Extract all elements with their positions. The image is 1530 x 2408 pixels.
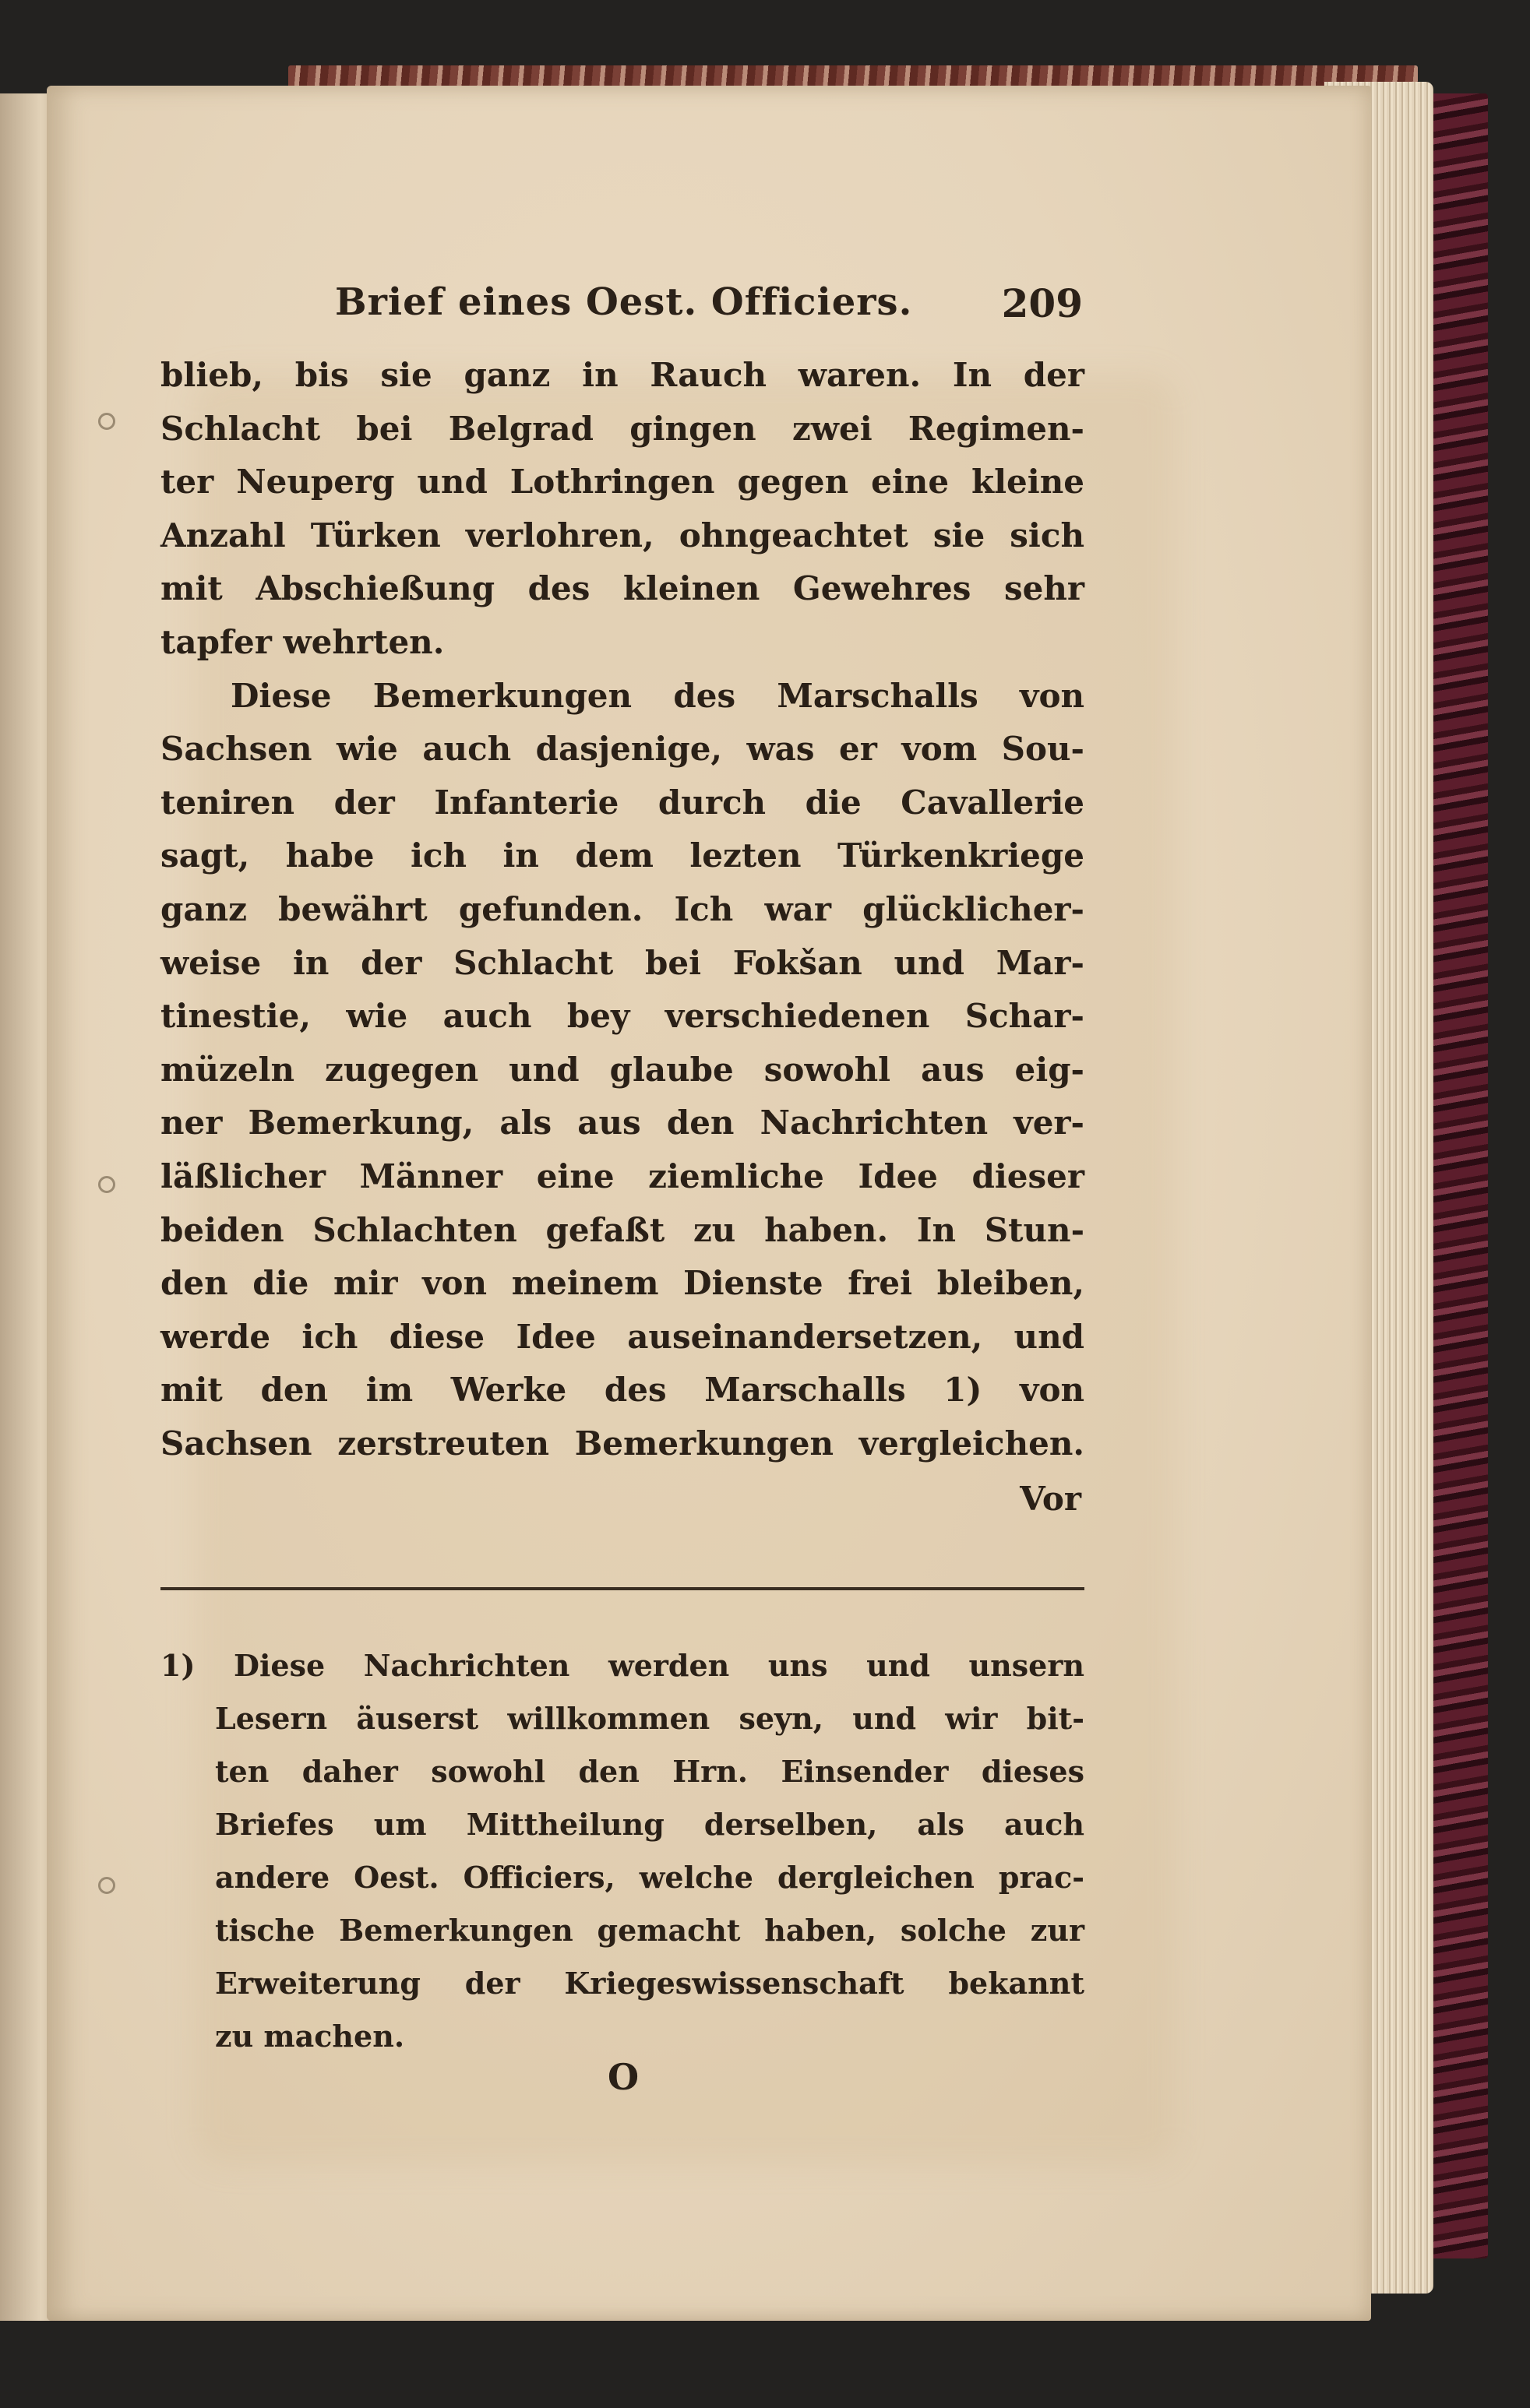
text-line: läßlicher Männer eine ziemliche Idee dieser: [160, 1156, 1084, 1195]
text-line: Diese Bemerkungen des Marschalls von: [231, 676, 1084, 715]
text-line: mit Abschießung des kleinen Gewehres sehr: [160, 569, 1084, 608]
text-line: Schlacht bei Belgrad gingen zwei Regimen-: [160, 409, 1084, 448]
text-line: ganz bewährt gefunden. Ich war glücklicher-: [160, 889, 1084, 928]
footnote-line: Erweiterung der Kriegeswissenschaft bekannt: [215, 1966, 1084, 2001]
text-line: beiden Schlachten gefaßt zu haben. In Stun-: [160, 1210, 1084, 1249]
footnote-line: ten daher sowohl den Hrn. Einsender dieses: [215, 1754, 1084, 1789]
text-line: ter Neuperg und Lothringen gegen eine kleine: [160, 463, 1084, 502]
body-text: [160, 349, 1084, 1470]
binding-stitch: [98, 413, 115, 430]
text-line: tapfer wehrten.: [160, 622, 445, 661]
text-line: ner Bemerkung, als aus den Nachrichten ver-: [160, 1104, 1084, 1142]
footnote-line: zu machen.: [215, 2019, 405, 2054]
text-line: sagt, habe ich in dem lezten Türkenkriege: [160, 836, 1084, 875]
footnote-line: andere Oest. Officiers, welche dergleichen prac-: [215, 1860, 1084, 1895]
page-number: 209: [1001, 280, 1083, 326]
footnote-line: tische Bemerkungen gemacht haben, solche zur: [215, 1913, 1084, 1948]
text-line: mit den im Werke des Marschalls 1) von: [160, 1371, 1084, 1410]
text-line: blieb, bis sie ganz in Rauch waren. In der: [160, 356, 1084, 394]
binding-stitch: [98, 1877, 115, 1894]
text-line: müzeln zugegen und glaube sowohl aus eig-: [160, 1050, 1084, 1089]
footnote-rule: [160, 1587, 1084, 1590]
footnote-line: Lesern äuserst willkommen seyn, und wir bit-: [215, 1701, 1084, 1736]
running-head: Brief eines Oest. Officiers.: [335, 280, 913, 324]
text-line: Anzahl Türken verlohren, ohngeachtet sie sich: [160, 516, 1084, 554]
text-line: weise in der Schlacht bei Fokšan und Mar-: [160, 943, 1084, 982]
catchword: Vor: [1020, 1480, 1081, 1518]
signature-mark: O: [607, 2056, 640, 2098]
text-line: Sachsen wie auch dasjenige, was er vom Sou-: [160, 730, 1084, 769]
text-line: tinestie, wie auch bey verschiedenen Schar-: [160, 997, 1084, 1036]
text-line: den die mir von meinem Dienste frei bleiben,: [160, 1264, 1084, 1303]
footnote-line: 1) Diese Nachrichten werden uns und unsern: [160, 1648, 1084, 1683]
page-header: [335, 280, 1083, 335]
binding-stitch: [98, 1176, 115, 1193]
text-line: werde ich diese Idee auseinandersetzen, und: [160, 1317, 1084, 1356]
footnote-line: Briefes um Mittheilung derselben, als auch: [215, 1807, 1084, 1842]
footnote: [160, 1639, 1084, 2063]
text-line: Sachsen zerstreuten Bemerkungen vergleichen.: [160, 1424, 1084, 1463]
text-line: teniren der Infanterie durch die Cavallerie: [160, 783, 1084, 822]
